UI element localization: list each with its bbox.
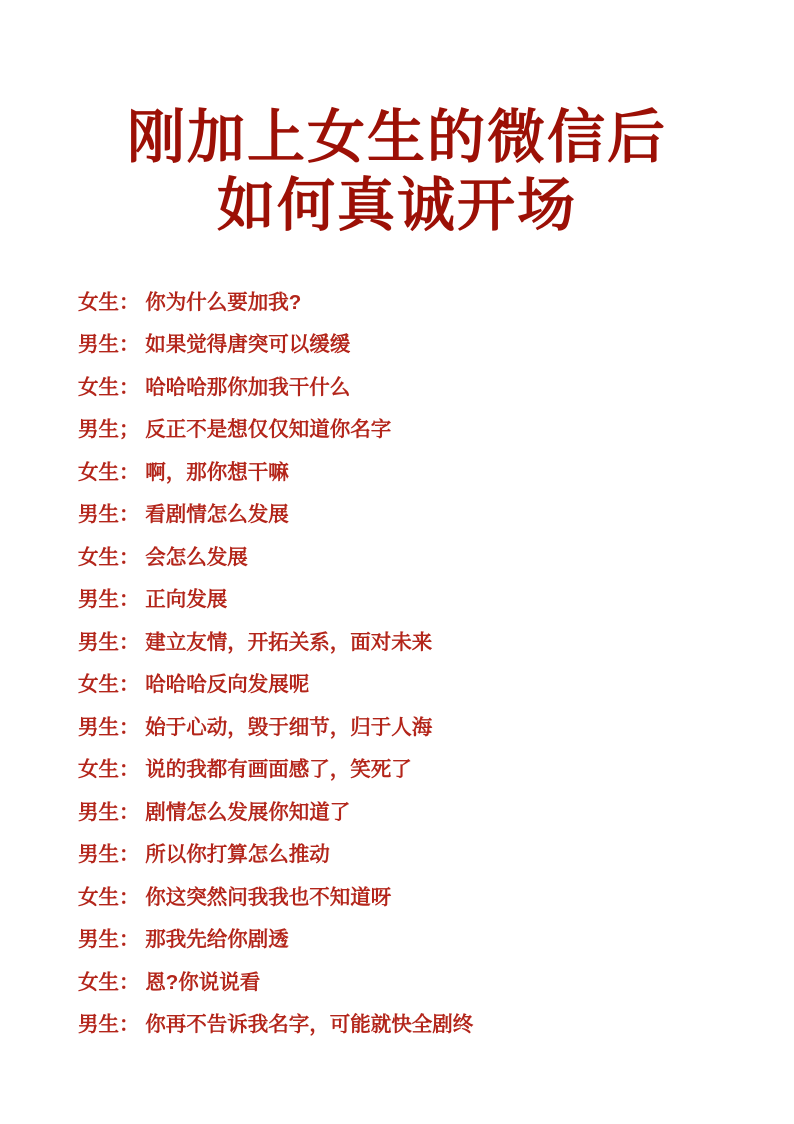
speaker-label: 女生： bbox=[78, 375, 140, 399]
message-text: 哈哈哈那你加我干什么 bbox=[145, 375, 351, 399]
list-item bbox=[78, 290, 794, 314]
message-text: 建立友情，开拓关系，面对未来 bbox=[145, 630, 433, 654]
message-text: 那我先给你剧透 bbox=[145, 928, 289, 952]
speaker-label: 男生： bbox=[78, 503, 140, 527]
list-item bbox=[78, 885, 794, 909]
message-text: 啊，那你想干嘛 bbox=[145, 460, 289, 484]
message-text: 如果觉得唐突可以缓缓 bbox=[145, 333, 351, 357]
list-item bbox=[78, 800, 794, 824]
speaker-label: 男生： bbox=[78, 588, 140, 612]
list-item bbox=[78, 460, 794, 484]
speaker-label: 男生： bbox=[78, 928, 140, 952]
speaker-label: 女生： bbox=[78, 970, 140, 994]
list-item bbox=[78, 545, 794, 569]
message-text: 你为什么要加我? bbox=[145, 290, 302, 314]
speaker-label: 男生： bbox=[78, 800, 140, 824]
list-item bbox=[78, 845, 794, 866]
message-text: 说的我都有画面感了，笑死了 bbox=[145, 758, 412, 782]
speaker-label: 女生： bbox=[78, 460, 140, 484]
message-text: 始于心动，毁于细节，归于人海 bbox=[145, 715, 433, 739]
speaker-label: 女生： bbox=[78, 673, 140, 697]
dialogue-list bbox=[0, 241, 794, 1036]
message-text: 所以你打算怎么推动 bbox=[145, 843, 330, 867]
speaker-label: 女生： bbox=[78, 545, 140, 569]
speaker-label: 女生： bbox=[78, 290, 140, 314]
message-text: 剧情怎么发展你知道了 bbox=[145, 800, 351, 824]
list-item bbox=[78, 715, 794, 739]
message-text: 你再不告诉我名字，可能就快全剧终 bbox=[145, 1013, 474, 1037]
list-item bbox=[78, 1015, 794, 1036]
message-text: 正向发展 bbox=[145, 588, 228, 612]
message-text: 反正不是想仅仅知道你名字 bbox=[145, 418, 392, 442]
message-text: 恩?你说说看 bbox=[145, 970, 261, 994]
list-item bbox=[78, 505, 794, 526]
message-text: 哈哈哈反向发展呢 bbox=[145, 673, 310, 697]
list-item bbox=[78, 630, 794, 654]
speaker-label: 男生； bbox=[78, 418, 140, 442]
message-text: 会怎么发展 bbox=[145, 545, 248, 569]
list-item bbox=[78, 675, 794, 696]
speaker-label: 男生： bbox=[78, 1013, 140, 1037]
message-text: 看剧情怎么发展 bbox=[145, 503, 289, 527]
message-text: 你这突然问我我也不知道呀 bbox=[145, 885, 392, 909]
speaker-label: 女生： bbox=[78, 885, 140, 909]
speaker-label: 男生： bbox=[78, 333, 140, 357]
list-item bbox=[78, 760, 794, 781]
list-item bbox=[78, 335, 794, 356]
list-item bbox=[78, 970, 794, 994]
title-line-1: 刚加上女生的微信后 bbox=[126, 105, 667, 170]
speaker-label: 男生： bbox=[78, 715, 140, 739]
list-item bbox=[78, 930, 794, 951]
speaker-label: 女生： bbox=[78, 758, 140, 782]
list-item bbox=[78, 375, 794, 399]
speaker-label: 男生： bbox=[78, 843, 140, 867]
page-title bbox=[0, 0, 794, 241]
title-line-2: 如何真诚开场 bbox=[216, 173, 577, 239]
list-item bbox=[78, 590, 794, 611]
speaker-label: 男生： bbox=[78, 630, 140, 654]
list-item bbox=[78, 420, 794, 441]
